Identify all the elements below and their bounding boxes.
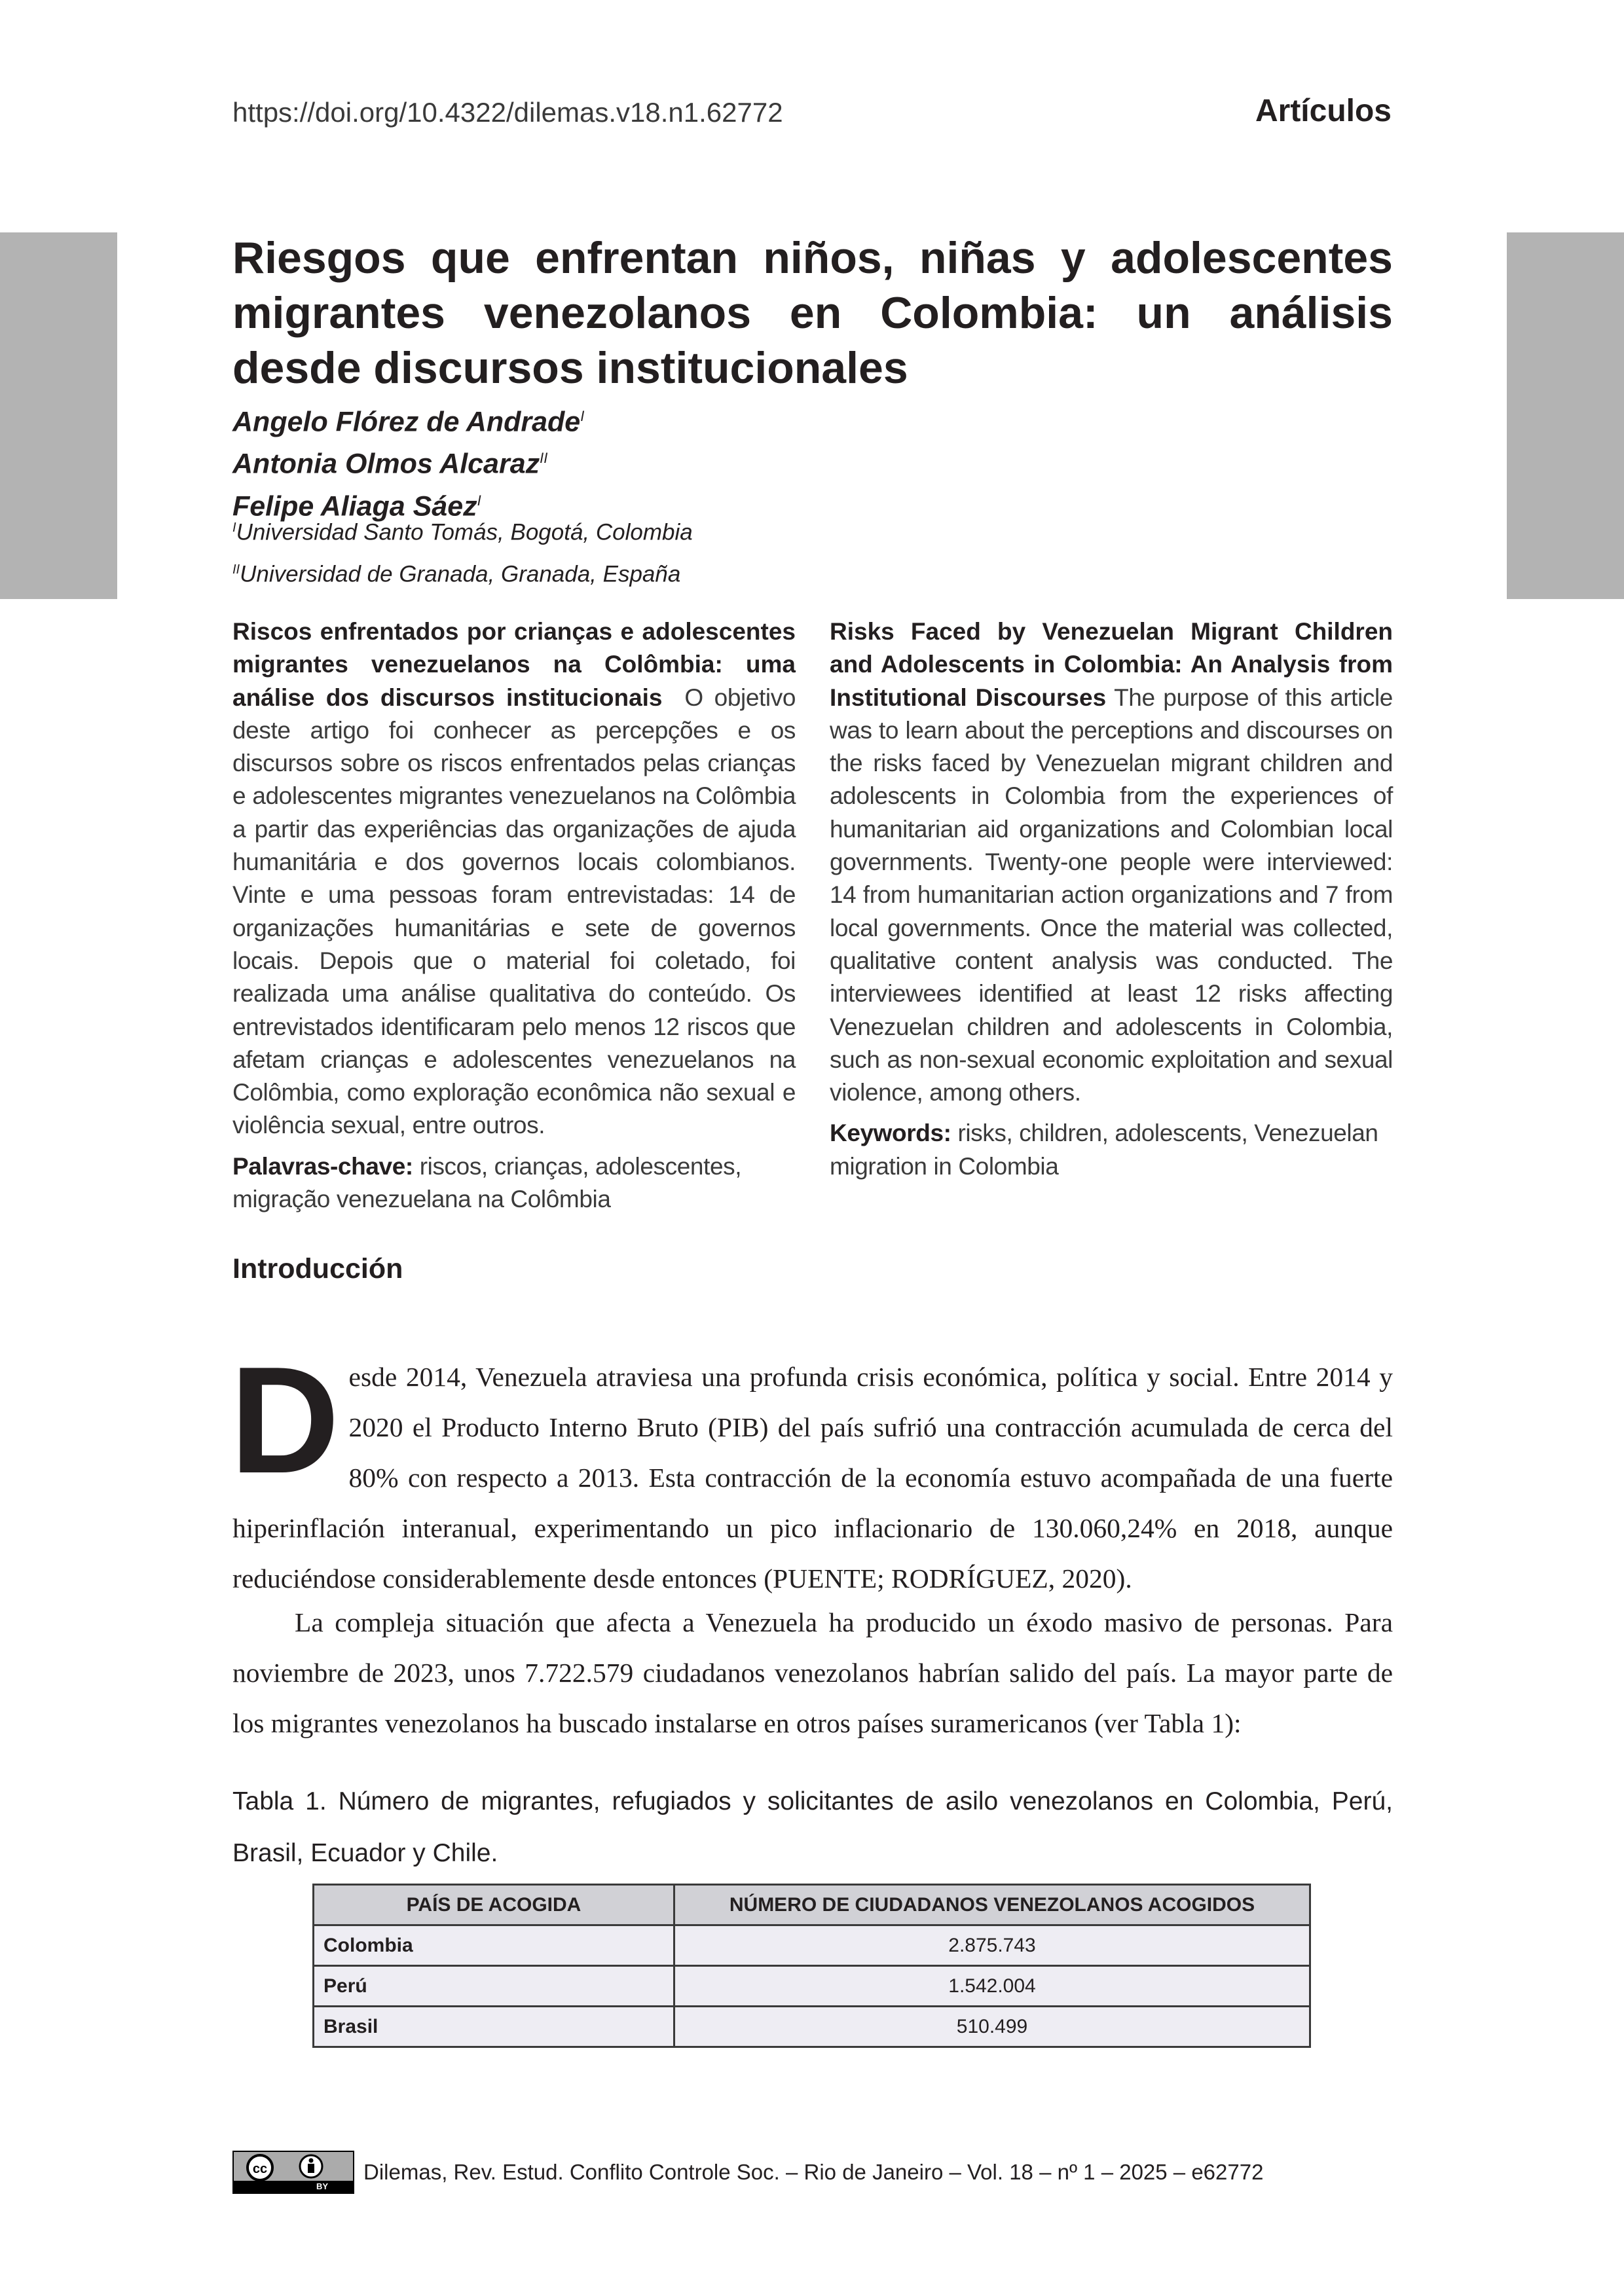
affiliation-text: Universidad de Granada, Granada, España [240, 561, 681, 587]
table-row [314, 1966, 1310, 2007]
table-caption: Tabla 1. Número de migrantes, refugiados y solicitantes de asilo venezolanos en Colombia, Perú, Brasil, Ecuador y Chile. [232, 1787, 1393, 1867]
abstract-paragraph [830, 615, 1393, 1109]
affiliation-mark: II [232, 562, 240, 577]
doi-link[interactable]: https://doi.org/10.4322/dilemas.v18.n1.62772 [232, 97, 783, 128]
affiliation-list [232, 509, 693, 592]
author-mark: I [580, 408, 585, 424]
abstract-body: O objetivo deste artigo foi conhecer as percepções e os discursos sobre os riscos enfrentados pelas crianças e adolescentes migrantes venezuelanos na Colômbia a partir das experiências das organizações de ajuda humanitária e dos governos locais colombianos. Vinte e uma pessoas foram entrevistadas: 14 de organizações humanitárias e sete de governos locais. Depois que o material foi coletado, foi realizada uma análise qualitativa do conteúdo. Os entrevistados identificaram pelo menos 12 riscos que afetam crianças e adolescentes venezuelanos na Colômbia, como exploração econômica não sexual e violência sexual, entre outros. [232, 683, 796, 1139]
affiliation-2 [232, 551, 693, 593]
author-1 [232, 398, 584, 440]
author-list [232, 398, 584, 524]
author-name: Felipe Aliaga Sáez [232, 490, 477, 522]
abstract-body: The purpose of this article was to learn about the perceptions and discourses on the risks faced by Venezuelan migrant children and adolescents in Colombia from the experiences of humanitarian aid organizations and Colombian local governments. Twenty-one people were interviewed: 14 from humanitarian action organizations and 7 from local governments. Once the material was collected, qualitative content analysis was conducted. The interviewees identified at least 12 risks affecting Venezuelan children and adolescents in Colombia, such as non-sexual economic exploitation and sexual violence, among others. [830, 683, 1393, 1106]
country-cell: Colombia [314, 1925, 674, 1966]
keywords [830, 1117, 1393, 1183]
affiliation-mark: I [232, 520, 236, 535]
abstract-title: Riscos enfrentados por crianças e adolescentes migrantes venezuelanos na Colômbia: uma análise dos discursos institucionais [232, 618, 796, 711]
author-mark: I [477, 492, 481, 509]
drop-cap: D [230, 1336, 340, 1505]
table-header-row [314, 1885, 1310, 1925]
author-name: Angelo Flórez de Andrade [232, 406, 581, 438]
migrants-table [312, 1884, 1311, 2048]
column-header-country: PAÍS DE ACOGIDA [314, 1885, 674, 1925]
body-paragraph-2: La compleja situación que afecta a Venezuela ha producido un éxodo masivo de personas. Para noviembre de 2023, unos 7.722.579 ciudadanos venezolanos habrían salido del país. La mayor parte de los migrantes venezolanos ha buscado instalarse en otros países suramericanos (ver Tabla 1): [232, 1607, 1393, 1738]
keywords-label: Keywords: [830, 1120, 951, 1147]
section-label: Artículos [1255, 94, 1392, 128]
left-margin-tab [0, 232, 117, 599]
abstract-paragraph [232, 615, 796, 1142]
page-footer [232, 2151, 1263, 2194]
article-title: Riesgos que enfrentan niños, niñas y adolescentes migrantes venezolanos en Colombia: un análisis desde discursos institucionales [232, 233, 1393, 393]
cc-icon [234, 2152, 353, 2181]
keywords-text: risks, children, adolescents, Venezuelan migration in Colombia [830, 1120, 1378, 1180]
table-row [314, 2007, 1310, 2047]
keywords-label: Palavras-chave: [232, 1152, 413, 1180]
author-mark: II [540, 450, 548, 467]
paragraph-text: esde 2014, Venezuela atraviesa una profunda crisis económica, política y social. Entre 2014 y 2020 el Producto Interno Bruto (PIB) del país sufrió una contracción acumulada de cerca del 80% con respecto a 2013. Esta contracción de la economía estuvo acompañada de una fuerte hiperinflación interanual, experimentando un pico inflacionario de 130.060,24% en 2018, aunque reduciéndose considerablemente desde entonces (PUENTE; RODRÍGUEZ, 2020). [232, 1362, 1393, 1594]
svg-text:cc: cc [252, 2162, 268, 2176]
author-2 [232, 440, 584, 482]
journal-citation: Dilemas, Rev. Estud. Conflito Controle Soc. – Rio de Janeiro – Vol. 18 – nº 1 – 2025 – e62772 [363, 2160, 1264, 2184]
section-heading: Introducción [232, 1253, 403, 1285]
cc-strip [234, 2181, 353, 2193]
affiliation-text: Universidad Santo Tomás, Bogotá, Colombia [236, 519, 693, 545]
cc-license-badge[interactable] [232, 2151, 354, 2194]
column-header-count: NÚMERO DE CIUDADANOS VENEZOLANOS ACOGIDOS [674, 1885, 1310, 1925]
keywords-text: riscos, crianças, adolescentes, migração venezuelana na Colômbia [232, 1152, 742, 1213]
person-icon: BY [316, 2181, 328, 2191]
keywords [232, 1150, 796, 1216]
abstract-portuguese [232, 615, 796, 1216]
count-cell: 1.542.004 [674, 1966, 1310, 2007]
author-name: Antonia Olmos Alcaraz [232, 448, 540, 480]
right-margin-tab [1507, 232, 1624, 599]
count-cell: 2.875.743 [674, 1925, 1310, 1966]
abstract-title: Risks Faced by Venezuelan Migrant Children and Adolescents in Colombia: An Analysis from Institutional Discourses [830, 618, 1393, 711]
country-cell: Perú [314, 1966, 674, 2007]
affiliation-1 [232, 509, 693, 551]
count-cell: 510.499 [674, 2007, 1310, 2047]
country-cell: Brasil [314, 2007, 674, 2047]
abstract-english [830, 615, 1393, 1183]
body-paragraph-1 [230, 1336, 1393, 1604]
table-row [314, 1925, 1310, 1966]
